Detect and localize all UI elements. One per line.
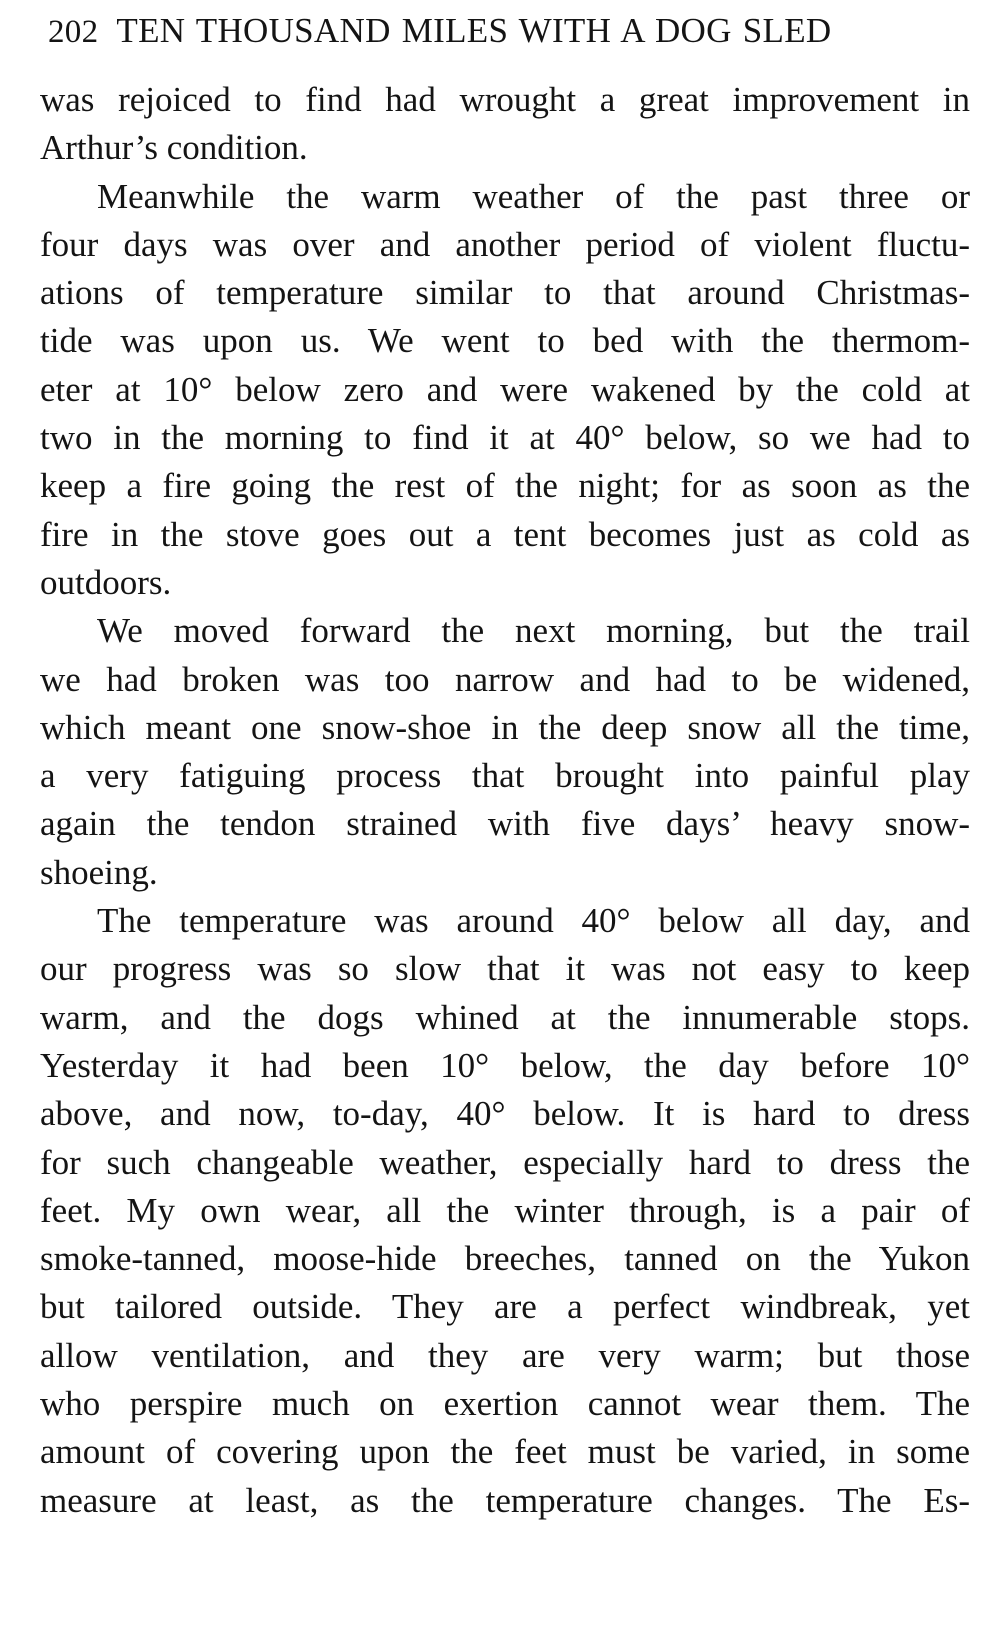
text-line: Arthur’s condition. bbox=[40, 128, 308, 168]
text-line: Yesterday it had been 10° below, the day before 10° bbox=[40, 1045, 970, 1085]
text-line: We moved forward the next morning, but the trail bbox=[97, 611, 970, 651]
text-line: two in the morning to find it at 40° below, so we had to bbox=[40, 418, 970, 458]
text-line: ations of temperature similar to that around Christmas- bbox=[40, 273, 970, 313]
text-line: The temperature was around 40° below all day, and bbox=[97, 901, 970, 941]
text-line: was rejoiced to find had wrought a great improvement in bbox=[40, 80, 970, 119]
text-line: smoke-tanned, moose-hide breeches, tanned on the Yukon bbox=[40, 1239, 970, 1279]
text-line: our progress was so slow that it was not easy to keep bbox=[40, 949, 970, 989]
text-line: Meanwhile the warm weather of the past three or bbox=[97, 176, 970, 216]
text-line: feet. My own wear, all the winter through, is a pair of bbox=[40, 1190, 970, 1230]
text-line: keep a fire going the rest of the night; for as soon as the bbox=[40, 466, 970, 506]
running-head bbox=[48, 6, 968, 56]
text-line: above, and now, to-day, 40° below. It is hard to dress bbox=[40, 1094, 970, 1134]
book-page bbox=[40, 0, 970, 1633]
running-title: TEN THOUSAND MILES WITH A DOG SLED bbox=[116, 11, 832, 50]
text-line: a very fatiguing process that brought into painful play bbox=[40, 756, 970, 796]
text-line: we had broken was too narrow and had to be widened, bbox=[40, 659, 970, 699]
text-line: again the tendon strained with five days’ heavy snow- bbox=[40, 804, 970, 844]
text-line: fire in the stove goes out a tent becomes just as cold as bbox=[40, 514, 970, 554]
text-line: measure at least, as the temperature changes. The Es- bbox=[40, 1480, 970, 1520]
text-line: shoeing. bbox=[40, 852, 158, 892]
text-line: which meant one snow-shoe in the deep snow all the time, bbox=[40, 707, 970, 747]
text-line: amount of covering upon the feet must be varied, in some bbox=[40, 1432, 970, 1472]
text-line: for such changeable weather, especially hard to dress the bbox=[40, 1142, 970, 1182]
text-line: four days was over and another period of violent fluctu- bbox=[40, 224, 970, 264]
text-line: outdoors. bbox=[40, 562, 172, 602]
page-number: 202 bbox=[48, 14, 99, 50]
text-line: allow ventilation, and they are very warm; but those bbox=[40, 1335, 970, 1375]
body-text bbox=[40, 76, 970, 1525]
text-line: eter at 10° below zero and were wakened by the cold at bbox=[40, 369, 970, 409]
text-line: but tailored outside. They are a perfect windbreak, yet bbox=[40, 1287, 970, 1327]
text-line: who perspire much on exertion cannot wear them. The bbox=[40, 1384, 970, 1424]
text-line: tide was upon us. We went to bed with the thermom- bbox=[40, 321, 970, 361]
text-line: warm, and the dogs whined at the innumerable stops. bbox=[40, 997, 970, 1037]
